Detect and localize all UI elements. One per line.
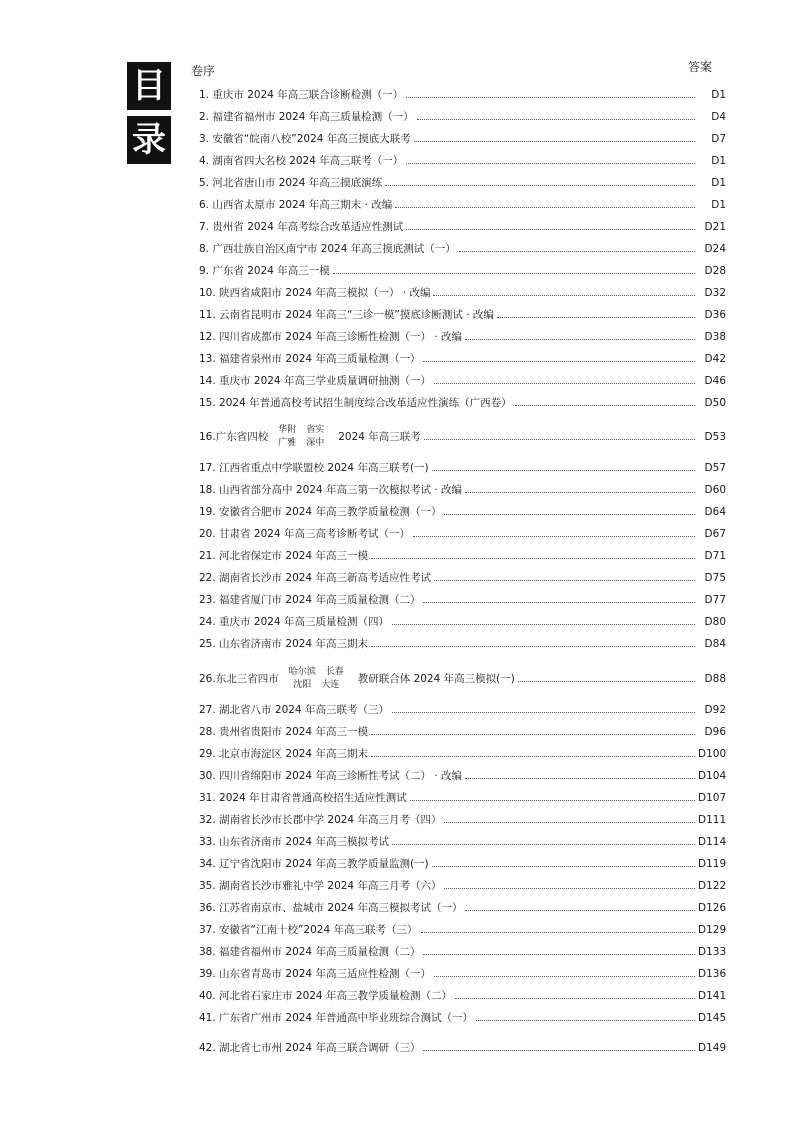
toc-entry-title xyxy=(199,945,420,959)
toc-entry-page: D67 xyxy=(704,528,726,540)
toc-entry-page: D38 xyxy=(704,331,726,343)
toc-entry-number: 28. xyxy=(199,726,220,738)
toc-entry-title xyxy=(199,1011,473,1025)
toc-entry-text: 安徽省合肥市 2024 年高三教学质量检测（一） xyxy=(219,506,442,518)
toc-entry-number: 32. xyxy=(199,814,220,826)
toc-entry-number: 42. xyxy=(199,1042,220,1054)
toc-entry-text: 山西省太原市 2024 年高三期末 · 改编 xyxy=(212,199,393,211)
toc-entry-text: 河北省保定市 2024 年高三一模 xyxy=(219,550,368,562)
toc-entry-text-suffix: 教研联合体 2024 年高三模拟(一) xyxy=(357,673,515,685)
toc-entry[interactable] xyxy=(199,637,726,651)
toc-entry-page: D149 xyxy=(698,1042,727,1054)
toc-entry-title xyxy=(199,330,462,344)
toc-entry-page: D1 xyxy=(711,155,726,167)
toc-entry-text: 重庆市 2024 年高三质量检测（四） xyxy=(219,616,389,628)
toc-entry-number: 7. xyxy=(199,221,213,233)
school-name: 广雅 xyxy=(278,438,297,448)
dot-leader xyxy=(392,844,695,845)
dot-leader xyxy=(414,141,695,142)
toc-entry-text: 湖南省长沙市长郡中学 2024 年高三月考（四） xyxy=(219,814,442,826)
toc-entry-page: D75 xyxy=(704,572,726,584)
toc-entry-page: D57 xyxy=(704,462,726,474)
toc-entry-text: 湖南省四大名校 2024 年高三联考（一） xyxy=(212,155,404,167)
toc-entry-text: 河北省唐山市 2024 年高三摸底演练 xyxy=(212,177,383,189)
dot-leader xyxy=(413,536,695,537)
toc-entry-number: 21. xyxy=(199,550,220,562)
toc-entry[interactable] xyxy=(199,747,726,761)
school-name: 哈尔滨 xyxy=(288,667,316,677)
toc-entry-number: 24. xyxy=(199,616,220,628)
toc-entry-title xyxy=(199,505,441,519)
dot-leader xyxy=(432,866,695,867)
toc-entry-number: 23. xyxy=(199,594,220,606)
dot-leader xyxy=(465,910,695,911)
toc-entry[interactable] xyxy=(199,352,726,366)
toc-entry-page: D36 xyxy=(704,309,726,321)
toc-entry-title xyxy=(199,352,420,366)
toc-entry-text: 福建省福州市 2024 年高三质量检测（一） xyxy=(212,111,414,123)
toc-entry-title xyxy=(199,396,512,410)
toc-entry-text: 山东省济南市 2024 年高三期末 xyxy=(219,638,368,650)
toc-entry[interactable] xyxy=(199,725,726,739)
dot-leader xyxy=(417,119,695,120)
dot-leader xyxy=(434,580,695,581)
toc-entry-page: D126 xyxy=(698,902,727,914)
toc-entry[interactable] xyxy=(199,242,726,256)
dot-leader xyxy=(497,317,695,318)
toc-entry[interactable] xyxy=(199,505,726,519)
toc-entry-title xyxy=(199,264,330,278)
toc-entry-number: 29. xyxy=(199,748,220,760)
dot-leader xyxy=(444,514,695,515)
toc-entry-title xyxy=(199,703,389,717)
toc-entry-text: 福建省福州市 2024 年高三质量检测（二） xyxy=(219,946,421,958)
toc-entry-title xyxy=(199,286,430,300)
toc-entry[interactable] xyxy=(199,1041,726,1055)
toc-entry[interactable] xyxy=(199,615,726,629)
toc-entry[interactable] xyxy=(199,945,726,959)
toc-entry-page: D28 xyxy=(704,265,726,277)
toc-entry[interactable] xyxy=(199,422,726,452)
toc-entry-title xyxy=(199,879,441,893)
toc-entry-text: 江苏省南京市、盐城市 2024 年高三模拟考试（一） xyxy=(219,902,463,914)
dot-leader xyxy=(371,734,695,735)
toc-entry-page: D88 xyxy=(704,673,726,685)
toc-entry-title xyxy=(199,637,368,651)
toc-entry[interactable] xyxy=(199,769,726,783)
toc-entry-text: 福建省泉州市 2024 年高三质量检测（一） xyxy=(219,353,421,365)
dot-leader xyxy=(423,361,695,362)
toc-entry-title xyxy=(199,571,431,585)
toc-entry-number: 16. xyxy=(199,431,216,443)
toc-entry[interactable] xyxy=(199,549,726,563)
dot-leader xyxy=(423,602,695,603)
school-name: 省实 xyxy=(306,425,325,435)
toc-entry-text-prefix: 东北三省四市 xyxy=(215,673,279,685)
toc-entry-title xyxy=(199,791,407,805)
title-char-lu: 录 xyxy=(127,116,171,164)
dot-leader xyxy=(455,998,695,999)
toc-entry-title xyxy=(199,483,462,497)
toc-entry-number: 9. xyxy=(199,265,213,277)
toc-entry-number: 2. xyxy=(199,111,213,123)
toc-entry-title xyxy=(199,132,411,146)
toc-entry-page: D80 xyxy=(704,616,726,628)
toc-entry[interactable] xyxy=(199,1011,726,1025)
dot-leader xyxy=(371,646,695,647)
toc-entry-page: D7 xyxy=(711,133,726,145)
toc-entry-number: 35. xyxy=(199,880,220,892)
toc-entry[interactable] xyxy=(199,110,726,124)
toc-entry[interactable] xyxy=(199,571,726,585)
dot-leader xyxy=(385,185,695,186)
toc-entry[interactable] xyxy=(199,664,726,694)
toc-entry[interactable] xyxy=(199,813,726,827)
toc-entry-title xyxy=(199,154,403,168)
toc-entry-title xyxy=(199,813,441,827)
toc-entry-page: D136 xyxy=(698,968,727,980)
toc-entry-page: D1 xyxy=(711,89,726,101)
dot-leader xyxy=(423,1050,695,1051)
dot-leader xyxy=(406,229,695,230)
toc-entry-text: 四川省成都市 2024 年高三诊断性检测（一） · 改编 xyxy=(219,331,462,343)
dot-leader xyxy=(465,492,695,493)
toc-entry-number: 39. xyxy=(199,968,220,980)
toc-entry[interactable] xyxy=(199,88,726,102)
dot-leader xyxy=(423,954,695,955)
toc-entry-number: 6. xyxy=(199,199,213,211)
dot-leader xyxy=(392,624,695,625)
toc-entry-number: 38. xyxy=(199,946,220,958)
toc-entry[interactable] xyxy=(199,396,726,410)
toc-entry[interactable] xyxy=(199,483,726,497)
toc-entry-page: D64 xyxy=(704,506,726,518)
dot-leader xyxy=(424,439,695,440)
toc-entry-title xyxy=(199,374,431,388)
toc-entry-title xyxy=(199,666,515,692)
toc-entry-page: D111 xyxy=(698,814,727,826)
toc-entry-text: 安徽省“皖南八校”2024 年高三摸底大联考 xyxy=(212,133,411,145)
toc-entry-text: 重庆市 2024 年高三联合诊断检测（一） xyxy=(212,89,404,101)
toc-entry-title xyxy=(199,989,452,1003)
toc-entry-page: D133 xyxy=(698,946,727,958)
dot-leader xyxy=(406,97,695,98)
dot-leader xyxy=(518,681,695,682)
school-name: 深中 xyxy=(306,438,325,448)
toc-entry-text: 北京市海淀区 2024 年高三期末 xyxy=(219,748,368,760)
toc-entry-number: 37. xyxy=(199,924,220,936)
toc-entry-title xyxy=(199,1041,420,1055)
toc-entry-page: D46 xyxy=(704,375,726,387)
toc-entry-number: 30. xyxy=(199,770,220,782)
toc-entry[interactable] xyxy=(199,220,726,234)
dot-leader xyxy=(444,822,695,823)
toc-entry-page: D24 xyxy=(704,243,726,255)
toc-entry-number: 13. xyxy=(199,353,220,365)
toc-entry[interactable] xyxy=(199,923,726,937)
school-name: 大连 xyxy=(321,680,340,690)
toc-entry-number: 26. xyxy=(199,673,216,685)
toc-entry[interactable] xyxy=(199,132,726,146)
column-header-paper-order: 卷序 xyxy=(191,64,216,78)
toc-entry-number: 10. xyxy=(199,287,220,299)
toc-entry-text: 贵州省 2024 年高考综合改革适应性测试 xyxy=(212,221,404,233)
toc-entry[interactable] xyxy=(199,835,726,849)
toc-entry-title xyxy=(199,901,462,915)
toc-entry-number: 1. xyxy=(199,89,213,101)
dot-leader xyxy=(444,888,695,889)
toc-entry-page: D119 xyxy=(698,858,727,870)
toc-entry-title xyxy=(199,593,420,607)
toc-entry-page: D1 xyxy=(711,199,726,211)
toc-entry-number: 5. xyxy=(199,177,213,189)
toc-entry-number: 11. xyxy=(199,309,220,321)
toc-entry-page: D32 xyxy=(704,287,726,299)
toc-entry-page: D71 xyxy=(704,550,726,562)
toc-entry[interactable] xyxy=(199,593,726,607)
toc-entry-text: 云南省昆明市 2024 年高三“三诊一模”摸底诊断测试 · 改编 xyxy=(219,309,494,321)
toc-entry-number: 4. xyxy=(199,155,213,167)
dot-leader xyxy=(333,273,695,274)
toc-entry-page: D42 xyxy=(704,353,726,365)
dot-leader xyxy=(465,339,695,340)
toc-entry-text: 广东省广州市 2024 年普通高中毕业班综合测试（一） xyxy=(219,1012,473,1024)
dot-leader xyxy=(459,251,695,252)
toc-entry-text-suffix: 2024 年高三联考 xyxy=(338,431,421,443)
toc-entry-title xyxy=(199,725,368,739)
toc-entry-title xyxy=(199,747,368,761)
toc-entry[interactable] xyxy=(199,330,726,344)
toc-entry-title xyxy=(199,220,403,234)
toc-entry-title xyxy=(199,110,414,124)
dot-leader xyxy=(433,295,695,296)
toc-entry-text: 陕西省咸阳市 2024 年高三模拟（一） · 改编 xyxy=(219,287,431,299)
toc-entry-text: 2024 年普通高校考试招生制度综合改革适应性演练（广西卷） xyxy=(219,397,512,409)
toc-entry-number: 31. xyxy=(199,792,220,804)
toc-entry-number: 36. xyxy=(199,902,220,914)
toc-entry-page: D53 xyxy=(704,431,726,443)
toc-entry-number: 8. xyxy=(199,243,213,255)
toc-entry-text: 广东省 2024 年高三一模 xyxy=(212,265,330,277)
school-name: 沈阳 xyxy=(293,680,312,690)
toc-entry-title xyxy=(199,967,431,981)
toc-entry[interactable] xyxy=(199,286,726,300)
title-char-mu: 目 xyxy=(127,62,171,110)
toc-entry-page: D77 xyxy=(704,594,726,606)
toc-entry-text: 四川省绵阳市 2024 年高三诊断性考试（二） · 改编 xyxy=(219,770,462,782)
toc-entry-text: 福建省厦门市 2024 年高三质量检测（二） xyxy=(219,594,421,606)
toc-entry-number: 12. xyxy=(199,331,220,343)
toc-entry-page: D92 xyxy=(704,704,726,716)
toc-entry-title xyxy=(199,857,429,871)
toc-entry-page: D84 xyxy=(704,638,726,650)
toc-entry-title xyxy=(199,461,429,475)
toc-entry-number: 15. xyxy=(199,397,220,409)
toc-entry[interactable] xyxy=(199,901,726,915)
toc-entry-page: D1 xyxy=(711,177,726,189)
toc-entry-page: D104 xyxy=(698,770,727,782)
toc-entry-text-prefix: 广东省四校 xyxy=(215,431,269,443)
toc-entry-text: 山东省青岛市 2024 年高三适应性检测（一） xyxy=(219,968,431,980)
toc-entry-text: 2024 年甘肃省普通高校招生适应性测试 xyxy=(219,792,407,804)
toc-entry-text: 安徽省“江南十校”2024 年高三联考（三） xyxy=(219,924,418,936)
toc-entry-number: 3. xyxy=(199,133,213,145)
toc-entry-page: D21 xyxy=(704,221,726,233)
toc-entry[interactable] xyxy=(199,527,726,541)
toc-entry-number: 22. xyxy=(199,572,220,584)
dot-leader xyxy=(434,976,695,977)
toc-entry-number: 20. xyxy=(199,528,220,540)
toc-entry-text: 山东省济南市 2024 年高三模拟考试 xyxy=(219,836,389,848)
toc-entry-number: 34. xyxy=(199,858,220,870)
dot-leader xyxy=(410,800,695,801)
toc-entry-text: 重庆市 2024 年高三学业质量调研抽测（一） xyxy=(219,375,431,387)
toc-entry-title xyxy=(199,769,462,783)
toc-entry[interactable] xyxy=(199,308,726,322)
dot-leader xyxy=(371,558,695,559)
toc-entry[interactable] xyxy=(199,879,726,893)
school-name: 长春 xyxy=(325,667,344,677)
toc-entry-page: D145 xyxy=(698,1012,727,1024)
toc-entry-title xyxy=(199,308,494,322)
toc-entry-page: D96 xyxy=(704,726,726,738)
toc-entry-title xyxy=(199,527,410,541)
toc-entry-text: 湖南省长沙市 2024 年高三新高考适应性考试 xyxy=(219,572,431,584)
dot-leader xyxy=(371,756,695,757)
toc-entry[interactable] xyxy=(199,176,726,190)
dot-leader xyxy=(392,712,695,713)
toc-entry-number: 40. xyxy=(199,990,220,1002)
toc-entry[interactable] xyxy=(199,703,726,717)
dot-leader xyxy=(406,163,695,164)
toc-entry-title xyxy=(199,424,421,450)
toc-entry-text: 贵州省贵阳市 2024 年高三一模 xyxy=(219,726,368,738)
toc-entry[interactable] xyxy=(199,461,726,475)
toc-entry-page: D4 xyxy=(711,111,726,123)
toc-entry-page: D100 xyxy=(698,748,727,760)
toc-entry-page: D107 xyxy=(698,792,727,804)
dot-leader xyxy=(421,932,696,933)
toc-entry-page: D129 xyxy=(698,924,727,936)
toc-entry-page: D122 xyxy=(698,880,727,892)
toc-entry-text: 山西省部分高中 2024 年高三第一次模拟考试 · 改编 xyxy=(219,484,462,496)
toc-entry-title xyxy=(199,242,456,256)
school-name: 华附 xyxy=(278,425,297,435)
toc-entry-text: 广西壮族自治区南宁市 2024 年高三摸底测试（一） xyxy=(212,243,456,255)
toc-entry-number: 14. xyxy=(199,375,220,387)
toc-entry[interactable] xyxy=(199,967,726,981)
dot-leader xyxy=(395,207,695,208)
toc-entry-text: 河北省石家庄市 2024 年高三教学质量检测（二） xyxy=(219,990,452,1002)
dot-leader xyxy=(432,470,695,471)
toc-entry-number: 27. xyxy=(199,704,220,716)
dot-leader xyxy=(515,405,695,406)
toc-entry-number: 25. xyxy=(199,638,220,650)
toc-entry-number: 19. xyxy=(199,506,220,518)
toc-entry-school-stack xyxy=(289,666,344,692)
toc-entry-title xyxy=(199,176,382,190)
toc-entry-number: 33. xyxy=(199,836,220,848)
toc-entry-school-stack xyxy=(278,424,324,450)
toc-entry-title xyxy=(199,835,389,849)
toc-entry-title xyxy=(199,549,368,563)
column-header-answers: 答案 xyxy=(688,60,713,74)
toc-entry-page: D60 xyxy=(704,484,726,496)
toc-entry[interactable] xyxy=(199,154,726,168)
toc-entry-text: 辽宁省沈阳市 2024 年高三教学质量监测(一) xyxy=(219,858,429,870)
dot-leader xyxy=(434,383,695,384)
toc-entry[interactable] xyxy=(199,989,726,1003)
toc-entry[interactable] xyxy=(199,374,726,388)
toc-entry-number: 17. xyxy=(199,462,220,474)
toc-entry-page: D50 xyxy=(704,397,726,409)
toc-entry-title xyxy=(199,198,392,212)
toc-entry-title xyxy=(199,923,418,937)
toc-entry[interactable] xyxy=(199,857,726,871)
toc-entry[interactable] xyxy=(199,264,726,278)
toc-entry-text: 湖北省七市州 2024 年高三联合调研（三） xyxy=(219,1042,421,1054)
toc-entry-number: 18. xyxy=(199,484,220,496)
toc-entry-text: 甘肃省 2024 年高三高考诊断考试（一） xyxy=(219,528,410,540)
dot-leader xyxy=(476,1020,695,1021)
toc-entry-text: 湖南省长沙市雅礼中学 2024 年高三月考（六） xyxy=(219,880,442,892)
toc-entry-page: D114 xyxy=(698,836,727,848)
toc-entry-text: 江西省重点中学联盟校 2024 年高三联考(一) xyxy=(219,462,429,474)
toc-entry[interactable] xyxy=(199,791,726,805)
toc-entry-number: 41. xyxy=(199,1012,220,1024)
toc-entry-title xyxy=(199,88,403,102)
toc-entry-text: 湖北省八市 2024 年高三联考（三） xyxy=(219,704,389,716)
toc-entry[interactable] xyxy=(199,198,726,212)
toc-entry-title xyxy=(199,615,389,629)
toc-entry-page: D141 xyxy=(698,990,727,1002)
dot-leader xyxy=(465,778,695,779)
